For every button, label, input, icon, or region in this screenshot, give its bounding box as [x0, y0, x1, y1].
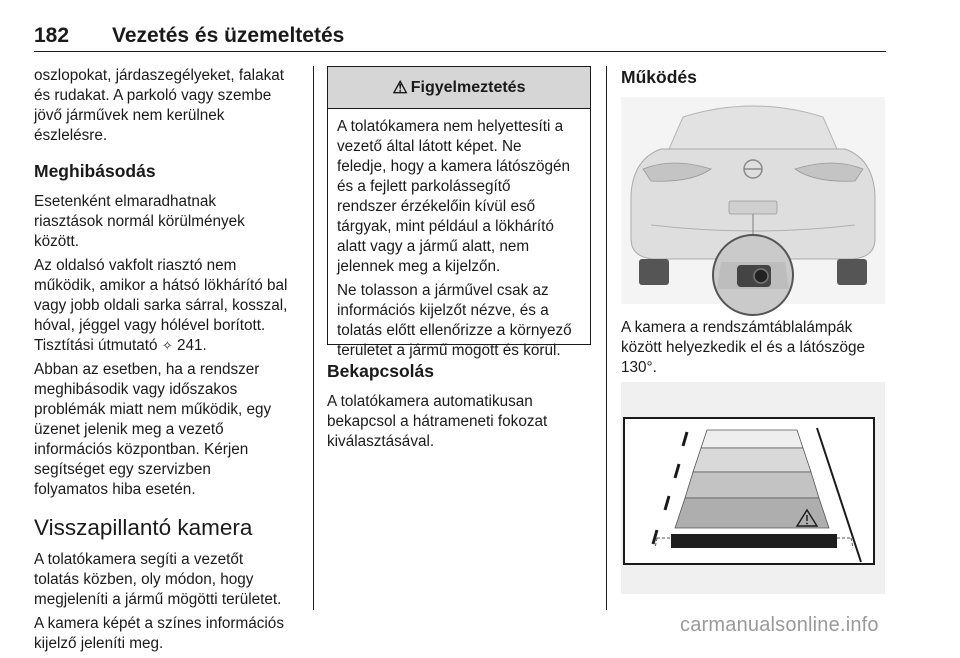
fault-paragraph-1: Esetenként elmaradhatnak riasztások normál körülmények között.	[34, 193, 245, 250]
warning-header	[328, 67, 590, 109]
header-rule	[34, 51, 886, 52]
fault-paragraph-3: Abban az esetben, ha a rendszer meghibásodik vagy időszakos problémák miatt nem működik, egy üzenet jelenik meg a vezető információs központban. Kérjen segítséget egy szervizben folyamatos hiba esetén.	[34, 361, 272, 498]
page-reference-link[interactable]: 241.	[176, 337, 207, 354]
switch-on-heading: Bekapcsolás	[327, 361, 435, 381]
column-right-caption	[621, 318, 885, 382]
camera-paragraph-2: A kamera képét a színes információs kijelző jeleníti meg.	[34, 615, 284, 652]
column-divider-right	[606, 66, 607, 610]
warning-triangle-icon: ⚠	[392, 77, 408, 97]
fault-heading: Meghibásodás	[34, 161, 156, 181]
camera-section-heading: Visszapillantó kamera	[34, 515, 253, 540]
warning-box	[327, 66, 591, 359]
column-divider-left	[313, 66, 314, 610]
car-rear-camera-illustration	[621, 97, 885, 304]
column-right	[621, 66, 885, 98]
column-middle	[327, 346, 591, 456]
camera-display-illustration	[621, 382, 885, 594]
camera-paragraph-1: A tolatókamera segíti a vezetőt tolatás közben, oly módon, hogy megjeleníti a jármű mögötti területet.	[34, 551, 282, 608]
warning-paragraph-2: Ne tolasson a járművel csak az információs kijelzőt nézve, és a tolatás előtt ellenőrizze a környező területet a jármű mögött és körül.	[337, 282, 572, 359]
switch-on-paragraph: A tolatókamera automatikusan bekapcsol a hátrameneti fokozat kiválasztásával.	[327, 393, 548, 450]
operation-heading: Működés	[621, 67, 697, 87]
page-number: 182	[34, 24, 70, 47]
column-left	[34, 66, 304, 658]
warning-title: Figyelmeztetés	[410, 78, 526, 96]
page-reference-icon[interactable]: ✧	[161, 338, 173, 353]
watermark-text: carmanualsonline.info	[680, 614, 879, 636]
chapter-title: Vezetés és üzemeltetés	[112, 24, 345, 47]
fault-paragraph-2: Az oldalsó vakfolt riasztó nem működik, amikor a hátsó lökhárító bal vagy jobb oldali sarka sárral, kosszal, hóval, jéggel vagy hólével borított. Tisztítási útmutató ✧ 241.	[34, 257, 288, 354]
intro-paragraph: oszlopokat, járdaszegélyeket, falakat és rudakat. A parkoló vagy szembe jövő járművek nem kerülnek észlelésre.	[34, 67, 284, 144]
warning-paragraph-1: A tolatókamera nem helyettesíti a vezető által látott képet. Ne feledje, hogy a kamera látószögén és a fejlett parkolássegítő rendszer érzékelőin kívül eső tárgyak, mint például a lökhárító alatt vagy a jármű alatt, nem jelennek meg a kijelzőn.	[337, 118, 571, 275]
camera-caption: A kamera a rendszámtáblalámpák között helyezkedik el és a látószöge 130°.	[621, 319, 866, 376]
warning-body	[328, 109, 590, 361]
page-header	[34, 24, 886, 50]
